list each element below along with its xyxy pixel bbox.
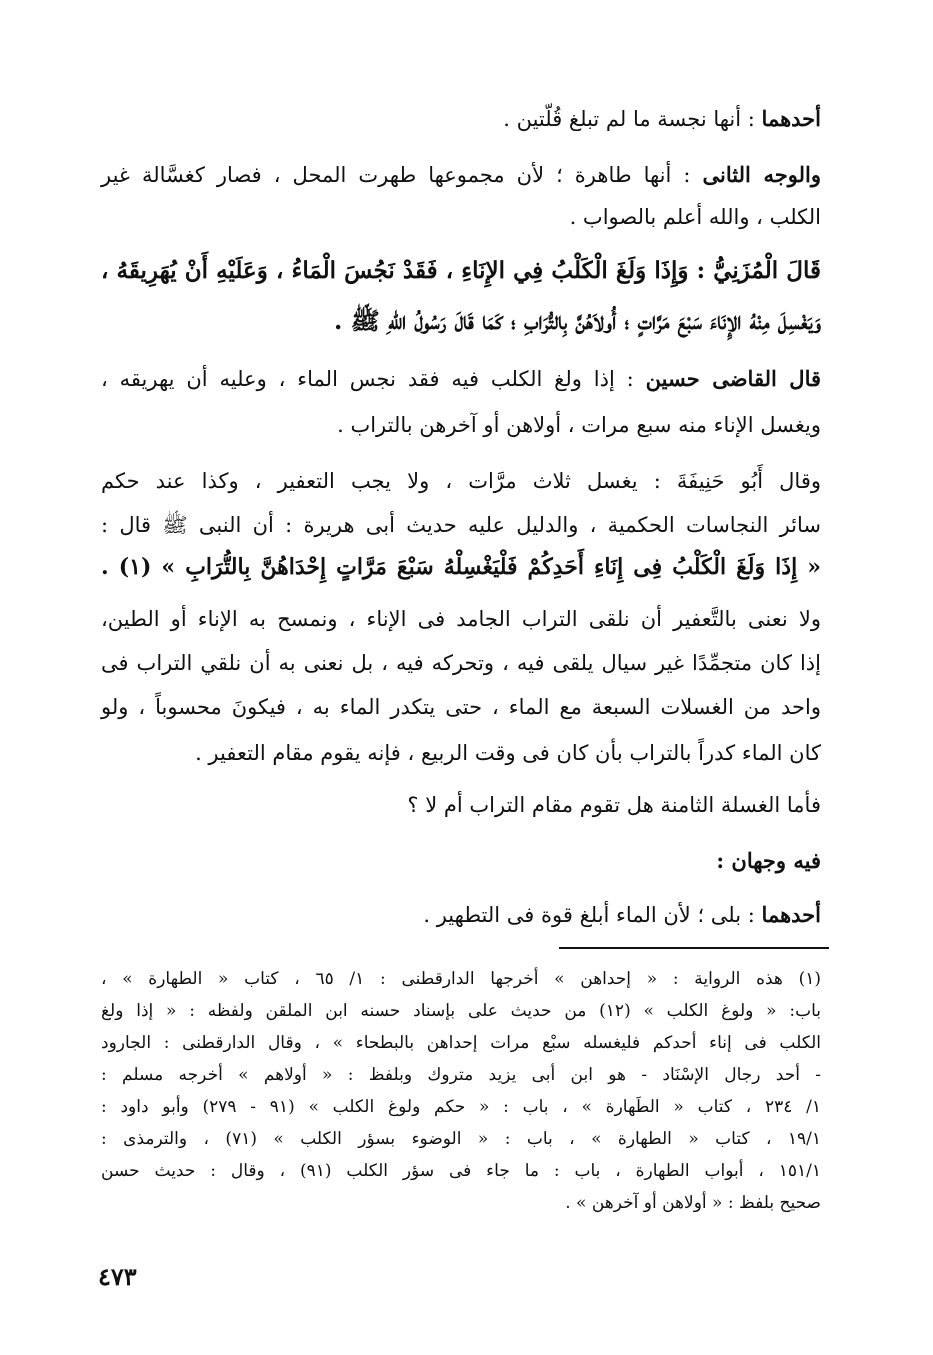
lead-term: أحدهما (761, 106, 821, 131)
text-line: واحد من الغسلات السبعة مع الماء ، حتى يتكدر الماء به ، فيكونَ محسوباً ، ولو (101, 695, 821, 719)
text-line: كان الماء كدراً بالتراب بأن كان فى وقت الربيع ، فإنه يقوم مقام التعفير . (195, 741, 821, 765)
text-line: سائر النجاسات الحكمية ، والدليل عليه حديث أبى هريرة : أن النبى ﷺ قال : (101, 513, 821, 537)
text-line: وقال أَبُو حَنِيفَةَ : يغسل ثلاث مرَّات ، ولا يجب التعفير ، وكذا عند حكم (101, 469, 821, 493)
text-line: قال القاضى حسين : إذا ولغ الكلب فيه فقد نجس الماء ، وعليه أن يهريقه ، (101, 366, 822, 391)
footnote-line: ١٩/١ ، كتاب « الطهارة » ، باب : « الوضوء بسؤر الكلب » (٧١) ، والترمذى : (101, 1129, 822, 1149)
page-number: ٤٧٣ (98, 1262, 137, 1291)
hadith-line: « إِذَا وَلَغَ الْكَلْبُ فِى إِنَاءِ أَحَدِكُمْ فَلْيَغْسِلْهُ سَبْعَ مَرَّاتٍ إِحْدَاهُنَّ بِالتُّرَابِ » (١) . (101, 554, 821, 580)
text-line: أحدهما : أنها نجسة ما لم تبلغ قُلّتين . (503, 106, 821, 131)
matn-line: قَالَ الْمُزَنِيُّ : وَإِذَا وَلَغَ الْكَلْبُ فِي الإِنَاءِ ، فَقَدْ نَجُسَ الْمَاءُ ، وَعَلَيْهِ أَنْ يُهَرِيقَهُ ، (101, 257, 821, 284)
text-line: إذا كان متجمِّدًا غير سيال يلقى فيه ، وتحركه فيه ، بل نعنى به أن نلقي التراب فى (101, 651, 821, 675)
footnote-line: ١٥١/١ ، أبواب الطهارة ، باب : ما جاء فى سؤر الكلب (٩١) ، وقال : حديث حسن (101, 1161, 821, 1181)
footnote-line: ١/ ٢٣٤ ، كتاب « الطَهارة » ، باب : « حكم ولوغ الكلب » (٩١ - ٢٧٩) وأبو داود : (101, 1097, 821, 1117)
text-line: ولا نعنى بالتَّعفير أن نلقى التراب الجامد فى الإناء ، ونمسح به الإناء أو الطين، (101, 607, 821, 631)
footnote-line: الكلب فى إناء أحدكم فليغسله سبْع مرات إحداهن بالبطحاء » ، وقال الدارقطنى : الجارود (101, 1033, 821, 1053)
footnote-separator (559, 947, 829, 949)
text-line: فأما الغسلة الثامنة هل تقوم مقام التراب أم لا ؟ (407, 793, 821, 817)
footnote-line: باب: « ولوغ الكلب » (١٢) من حديث على بإسناد حسنه ابن الملقن ولفظه : « إذا ولغ (101, 1001, 821, 1021)
lead-term: والوجه الثانى (702, 162, 821, 187)
text-line: والوجه الثانى : أنها طاهرة ؛ لأن مجموعها طهرت المحل ، فصار كغسَّالة غير (101, 162, 821, 187)
text-line: ويغسل الإناء منه سبع مرات ، أولاهن أو آخرهن بالتراب . (337, 413, 821, 437)
text-line: فيه وجهان : (716, 848, 821, 873)
text-line: أحدهما : بلى ؛ لأن الماء أبلغ قوة فى التطهير . (423, 902, 821, 927)
matn-line: وَيَغْسِلَ مِنْهُ الإِنَاءَ سَبْعَ مَرَّاتٍ ؛ أُولاَهُنَّ بِالتُّرَابِ ؛ كَمَا قَالَ رَسُولُ اللهِ ﷺ . (334, 306, 821, 335)
text-line: الكلب ، والله أعلم بالصواب . (569, 205, 821, 229)
lead-term: قال القاضى حسين (645, 366, 822, 391)
footnote-line: - أحد رجال الإسْنَاد - هو ابن أبى يزيد متروك وبلفظ : « أولاهم » أخرجه مسلم : (101, 1065, 821, 1085)
footnote-line: (١) هذه الرواية : « إحداهن » أخرجها الدارقطنى : ١/ ٦٥ ، كتاب « الطهارة » ، (101, 969, 821, 989)
footnote-line: صحيح بلفظ : « أولاهن أو آخرهن » . (565, 1193, 821, 1213)
lead-term: أحدهما (761, 902, 821, 927)
